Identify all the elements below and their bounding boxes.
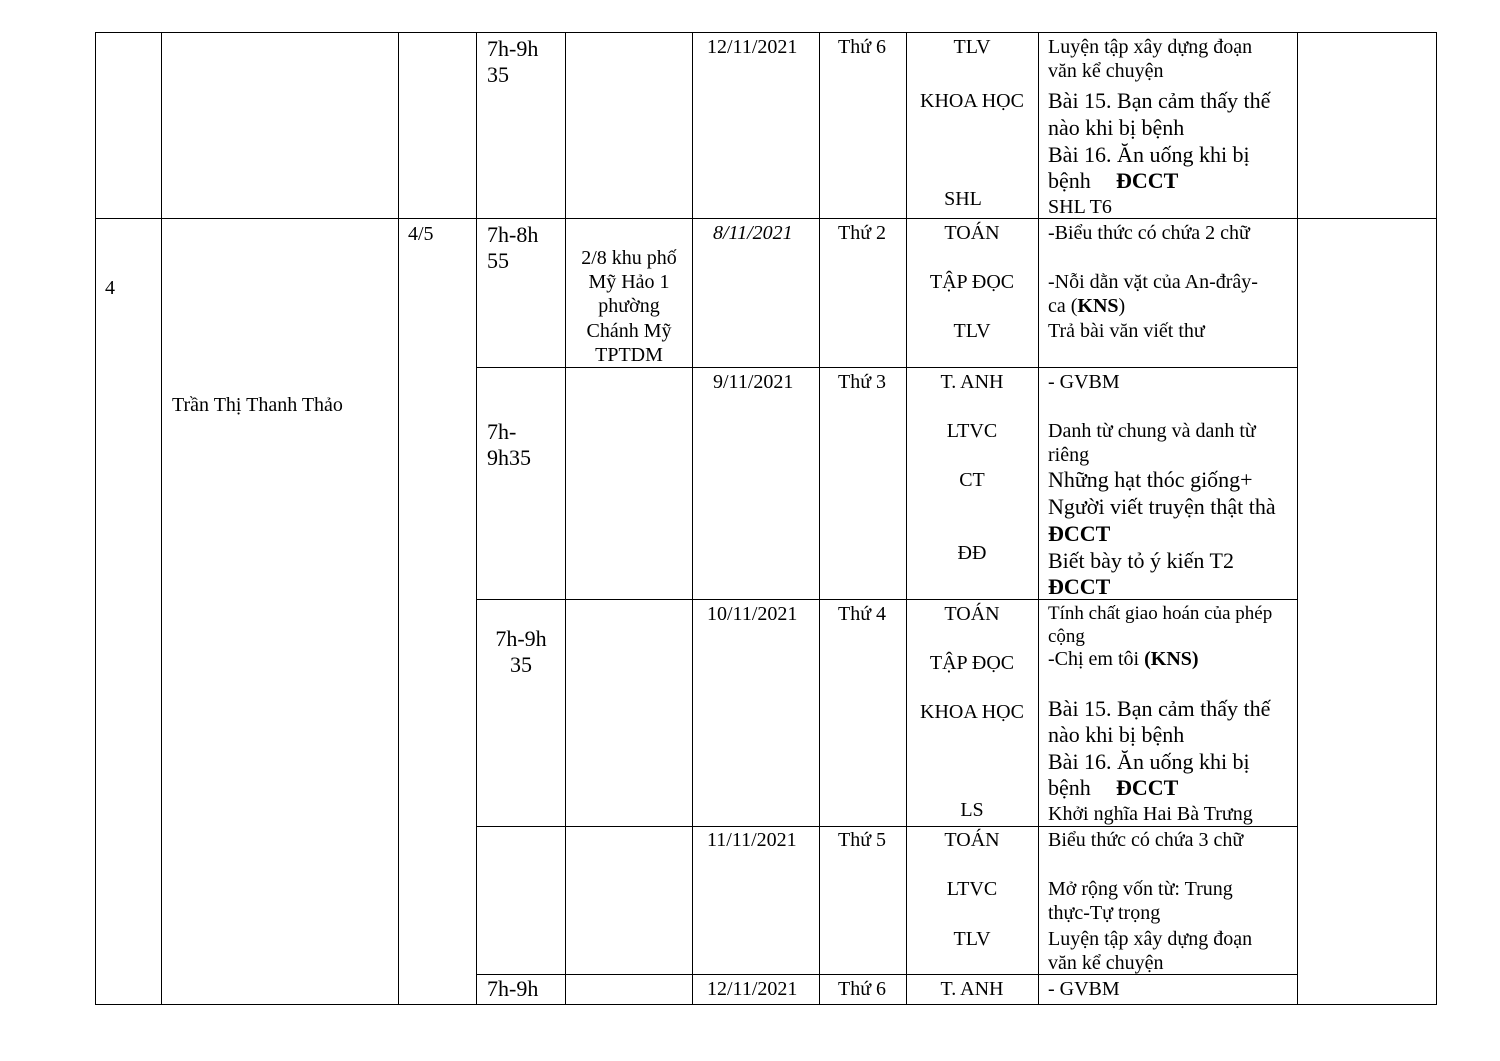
day-cell: Thứ 6	[838, 36, 887, 58]
grid-line	[476, 32, 477, 1005]
date-cell: 12/11/2021	[707, 978, 798, 1000]
lesson-cell: riêng	[1048, 444, 1090, 466]
lesson-cell: - GVBM	[1048, 371, 1120, 393]
date-cell: 9/11/2021	[713, 371, 794, 393]
lesson-cell: - GVBM	[1048, 978, 1120, 1000]
grid-line	[819, 32, 820, 1005]
address-line: Chánh Mỹ	[586, 320, 672, 342]
lesson-text: ca (	[1048, 295, 1078, 317]
subject-cell: CT	[959, 469, 985, 491]
subject-cell: LTVC	[946, 420, 998, 442]
lesson-cell: nào khi bị bệnh	[1048, 115, 1185, 140]
subject-cell: ĐĐ	[957, 542, 987, 564]
time-cell: 7h-9h	[487, 976, 539, 1001]
class-cell: 4/5	[408, 223, 434, 245]
lesson-cell: Những hạt thóc giống+	[1048, 467, 1253, 492]
day-cell: Thứ 4	[838, 603, 887, 625]
grid-line	[95, 32, 1437, 33]
grid-line	[95, 218, 1437, 219]
grid-line	[476, 599, 1298, 600]
lesson-cell: Bài 16. Ăn uống khi bị	[1048, 749, 1250, 774]
lesson-cell	[1048, 294, 1125, 318]
grid-line	[1038, 32, 1039, 1005]
lesson-cell: Trả bài văn viết thư	[1048, 320, 1205, 342]
lesson-tag: ĐCCT	[1048, 574, 1111, 599]
grid-line	[476, 974, 1298, 975]
subject-cell: TOÁN	[944, 222, 1000, 244]
subject-cell: T. ANH	[940, 371, 1004, 393]
lesson-cell: Tính chất giao hoán của phép	[1048, 603, 1273, 624]
lesson-cell: -Nỗi dằn vặt của An-đrây-	[1048, 271, 1258, 293]
subject-cell: TOÁN	[944, 603, 1000, 625]
stt-cell: 4	[105, 277, 115, 299]
grid-line	[476, 826, 1298, 827]
time-cell: 7h-9h	[495, 626, 547, 651]
lesson-cell: văn kể chuyện	[1048, 952, 1164, 974]
kns-tag: KNS	[1077, 295, 1119, 317]
subject-cell: TOÁN	[944, 829, 1000, 851]
subject-cell: TLV	[953, 928, 991, 950]
subject-cell: TLV	[953, 320, 991, 342]
lesson-tag: ĐCCT	[1116, 775, 1179, 800]
grid-line	[95, 32, 96, 1005]
time-cell: 7h-	[487, 419, 517, 444]
lesson-tag: ĐCCT	[1116, 168, 1179, 193]
day-cell: Thứ 2	[838, 222, 887, 244]
grid-line	[565, 32, 566, 1005]
grid-line	[476, 367, 1298, 368]
grid-line	[95, 1004, 1437, 1005]
lesson-cell: Bài 15. Bạn cảm thấy thế	[1048, 696, 1271, 721]
time-cell: 9h35	[487, 445, 531, 470]
day-cell: Thứ 6	[838, 978, 887, 1000]
lesson-cell: Luyện tập xây dựng đoạn	[1048, 928, 1253, 950]
subject-cell: KHOA HỌC	[920, 701, 1024, 723]
subject-cell: LTVC	[946, 878, 998, 900]
lesson-cell: Người viết truyện thật thà	[1048, 494, 1276, 519]
lesson-cell: cộng	[1048, 626, 1085, 647]
date-cell: 10/11/2021	[707, 603, 798, 625]
lesson-cell: Luyện tập xây dựng đoạn	[1048, 36, 1253, 58]
time-cell: 35	[487, 62, 509, 87]
address-line: phường	[598, 295, 660, 317]
subject-cell: TẬP ĐỌC	[929, 652, 1015, 674]
grid-line	[1297, 32, 1298, 1005]
lesson-text: )	[1118, 295, 1126, 317]
lesson-cell: SHL T6	[1048, 196, 1112, 218]
subject-cell: KHOA HỌC	[920, 90, 1024, 112]
lesson-cell	[1048, 647, 1199, 671]
lesson-cell: thực-Tự trọng	[1048, 902, 1161, 924]
grid-line	[1436, 32, 1437, 1005]
time-cell: 7h-9h	[487, 36, 539, 61]
subject-cell: T. ANH	[940, 978, 1004, 1000]
subject-cell: TẬP ĐỌC	[929, 271, 1015, 293]
date-cell: 12/11/2021	[707, 36, 798, 58]
address-line: TPTDM	[595, 344, 663, 366]
subject-cell: SHL	[944, 188, 982, 210]
lesson-tag: ĐCCT	[1048, 521, 1111, 546]
time-cell: 7h-8h	[487, 222, 539, 247]
day-cell: Thứ 3	[838, 371, 887, 393]
lesson-cell: Biểu thức có chứa 3 chữ	[1048, 829, 1244, 851]
teacher-name: Trần Thị Thanh Thảo	[172, 394, 343, 416]
lesson-text: -Chị em tôi	[1048, 648, 1145, 670]
lesson-cell: Khởi nghĩa Hai Bà Trưng	[1048, 803, 1253, 825]
lesson-cell: -Biểu thức có chứa 2 chữ	[1048, 222, 1250, 244]
day-cell: Thứ 5	[838, 829, 887, 851]
grid-line	[398, 32, 399, 1005]
lesson-cell: Bài 16. Ăn uống khi bị	[1048, 142, 1250, 167]
lesson-cell: bệnh	[1048, 168, 1091, 193]
lesson-cell: bệnh	[1048, 775, 1091, 800]
grid-line	[692, 32, 693, 1005]
lesson-cell: Mở rộng vốn từ: Trung	[1048, 878, 1233, 900]
address-line: 2/8 khu phố	[581, 247, 677, 269]
lesson-cell: Danh từ chung và danh từ	[1048, 420, 1256, 442]
subject-cell: LS	[960, 799, 984, 821]
kns-tag: (KNS)	[1144, 648, 1199, 670]
date-cell: 8/11/2021	[713, 222, 793, 244]
grid-line	[906, 32, 907, 1005]
lesson-cell: Bài 15. Bạn cảm thấy thế	[1048, 88, 1271, 113]
lesson-cell: văn kể chuyện	[1048, 60, 1164, 82]
time-cell: 35	[510, 652, 532, 677]
lesson-cell: nào khi bị bệnh	[1048, 722, 1185, 747]
grid-line	[161, 32, 162, 1005]
lesson-cell: Biết bày tỏ ý kiến T2	[1048, 548, 1234, 573]
address-line: Mỹ Hảo 1	[588, 271, 670, 293]
time-cell: 55	[487, 248, 509, 273]
date-cell: 11/11/2021	[707, 829, 797, 851]
subject-cell: TLV	[953, 36, 991, 58]
